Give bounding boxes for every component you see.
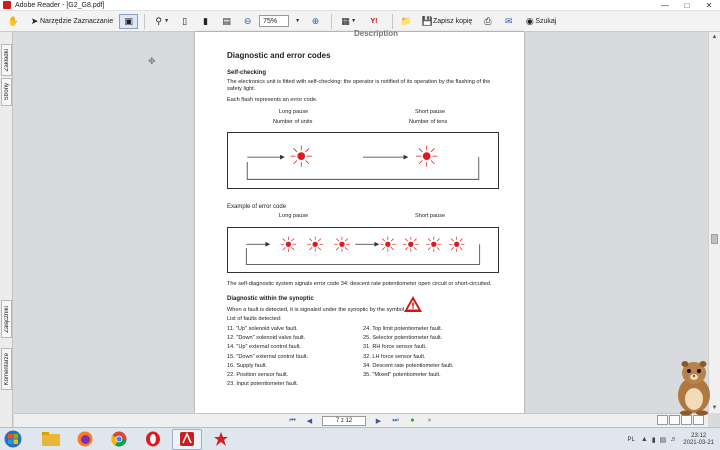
binoculars-icon: ◉: [525, 15, 534, 26]
running-header: Description: [354, 29, 399, 38]
fault-list-item: 32. LH force sensor fault.: [363, 353, 426, 360]
single-page-view-button[interactable]: [657, 415, 668, 425]
flash-icon: [449, 237, 464, 252]
go-forward-button[interactable]: ●: [410, 417, 415, 424]
zoom-in-button[interactable]: [306, 14, 325, 29]
email-button[interactable]: [499, 14, 518, 29]
synoptic-text: When a fault is detected, it is signaled under the synoptic by the symbol: [227, 307, 405, 313]
last-page-button[interactable]: ⏭: [392, 416, 399, 424]
save-icon: 💾: [421, 15, 434, 26]
page-layout-button[interactable]: [336, 14, 360, 29]
chevron-down-icon: ▼: [351, 18, 357, 24]
diagram1-right-label-2: Number of tens: [409, 119, 448, 125]
fault-list-item: 11. "Up" solenoid valve fault.: [227, 326, 298, 332]
diagram2-left-label: Long pause: [279, 213, 309, 219]
clock[interactable]: [683, 433, 714, 447]
hand-tool-button[interactable]: [4, 14, 23, 29]
flash-icon: [426, 237, 441, 252]
print-button[interactable]: [478, 14, 497, 29]
zoom-in-icon: ⊕: [311, 15, 320, 26]
diagram1-right-label-1: Short pause: [415, 109, 446, 115]
fit-width-button[interactable]: [217, 14, 236, 29]
section-title: Diagnostic and error codes: [227, 51, 331, 60]
go-back-button[interactable]: ●: [427, 417, 432, 424]
select-tool-label: Narzędzie Zaznaczanie: [40, 17, 114, 25]
hamster-gadget[interactable]: [672, 355, 716, 417]
clock-time: 23:12: [691, 432, 707, 439]
windows-logo-icon: [4, 430, 22, 448]
tab-comments[interactable]: Komentarze: [1, 348, 12, 390]
fault-list-item: 23. Input potentiometer fault.: [227, 381, 299, 388]
window-controls: [654, 0, 720, 11]
email-icon: ✉: [505, 15, 513, 26]
fault-list-item: 31. RH force sensor fault.: [363, 344, 427, 351]
flash-icon: [291, 146, 312, 167]
snapshot-tool-button[interactable]: [119, 14, 138, 29]
hand-icon: ✋: [7, 15, 20, 26]
camera-icon: ▣: [124, 15, 133, 26]
magnifier-icon: ⚲: [155, 15, 162, 26]
tab-attachments[interactable]: Załączniki: [1, 300, 12, 338]
fault-list-item: 34. Descent rate potentiometer fault.: [363, 362, 454, 369]
fault-list-item: 16. Supply fault.: [227, 362, 268, 369]
scroll-up-icon[interactable]: ▲: [711, 34, 718, 40]
self-check-text: The electronics unit is fitted with self-checking: the operator is notified of its operation by the flashing of the safety light.: [227, 79, 491, 92]
volume-icon[interactable]: ♬: [670, 436, 678, 443]
self-check-text-2: Each flash represents an error code.: [227, 97, 318, 103]
taskbar-adobe-reader[interactable]: [172, 429, 202, 450]
taskbar-app[interactable]: [206, 429, 236, 450]
faults-heading: List of faults detected:: [227, 316, 282, 322]
fit-width-icon: ▤: [222, 15, 231, 26]
firefox-icon: [77, 431, 93, 447]
move-cursor-icon: ✥: [148, 56, 156, 66]
search-label: Szukaj: [535, 17, 557, 25]
flash-icon: [380, 237, 395, 252]
tab-pages[interactable]: Strony: [1, 78, 12, 106]
network-icon[interactable]: ▤: [659, 436, 667, 444]
language-indicator[interactable]: PL: [627, 436, 635, 443]
flash-icon: [334, 237, 349, 252]
red-star-icon: [213, 431, 229, 447]
title-bar: [0, 0, 720, 11]
open-button[interactable]: [397, 14, 416, 29]
diagram1-left-label-2: Number of units: [273, 119, 313, 125]
flash-icon: [403, 237, 418, 252]
windows-taskbar: [0, 427, 720, 450]
flash-diagram-code-34: [227, 227, 499, 273]
yahoo-toolbar-button[interactable]: [362, 14, 386, 29]
taskbar-chrome[interactable]: [104, 429, 134, 450]
tray-arrow-icon[interactable]: ▲: [640, 436, 648, 443]
actual-size-icon: ▯: [182, 15, 188, 26]
example-text: The self-diagnostic system signals error code 34: descent rate potentiometer open circuit or short-circuited.: [227, 281, 492, 287]
opera-icon: [145, 431, 161, 447]
toolbar-separator: [392, 14, 393, 29]
save-copy-label: Zapisz kopię: [433, 17, 473, 25]
flash-diagram-units-tens: [227, 132, 499, 189]
select-tool-button[interactable]: [25, 14, 117, 29]
fault-list-item: 22. Position sensor fault.: [227, 372, 289, 378]
fault-list-item: 25. Selector potentiometer fault.: [363, 335, 443, 342]
close-button[interactable]: ✕: [705, 1, 713, 10]
chevron-down-icon: ▼: [164, 18, 170, 24]
pdf-page: [195, 29, 524, 413]
fault-list-item: 12. "Down" solenoid valve fault.: [227, 335, 306, 342]
save-copy-button[interactable]: [418, 14, 476, 29]
diagram2-right-label: Short pause: [415, 213, 446, 219]
folder-icon: [42, 432, 60, 446]
window-title: Adobe Reader - [G2_G8.pdf]: [15, 1, 105, 9]
flash-icon: [416, 146, 437, 167]
fault-list-item: 24. Top limit potentiometer fault.: [363, 326, 443, 332]
adobe-reader-icon: [179, 431, 195, 447]
folder-icon: 📁: [400, 15, 413, 26]
zoom-tool-button[interactable]: [149, 14, 173, 29]
diagram1-left-label-1: Long pause: [279, 109, 309, 115]
tab-bookmarks[interactable]: Zakładki: [1, 44, 12, 76]
fault-list-item: 15. "Down" external control fault.: [227, 353, 309, 360]
flash-icon: [308, 237, 323, 252]
cursor-icon: ➤: [30, 15, 39, 26]
chevron-down-icon: ▼: [295, 18, 301, 24]
page-layout-icon: ▦: [341, 15, 350, 26]
first-page-button[interactable]: ⏮: [289, 416, 296, 424]
zoom-dropdown-button[interactable]: [291, 14, 304, 29]
navigation-panel: [0, 32, 13, 427]
search-button[interactable]: [520, 14, 560, 29]
zoom-out-button[interactable]: [238, 14, 257, 29]
flash-icon: [281, 237, 296, 252]
fault-list-item: 35. "Mixed" potentiometer fault.: [363, 372, 441, 378]
fit-page-button[interactable]: [196, 14, 215, 29]
chrome-icon: [111, 431, 127, 447]
previous-page-button[interactable]: ◀: [306, 417, 313, 425]
yahoo-icon: Y!: [370, 17, 378, 25]
scroll-down-icon[interactable]: ▼: [711, 405, 718, 411]
document-viewport[interactable]: [14, 29, 708, 413]
toolbar-separator: [331, 14, 332, 29]
zoom-out-icon: ⊖: [243, 15, 252, 26]
toolbar-separator: [144, 14, 145, 29]
self-check-heading: Self-checking: [227, 70, 267, 76]
battery-icon[interactable]: ▮: [651, 436, 656, 444]
warning-triangle-icon: [403, 295, 423, 313]
scroll-thumb[interactable]: [711, 234, 718, 244]
fit-page-icon: ▮: [203, 15, 209, 26]
next-page-button[interactable]: ▶: [375, 417, 382, 425]
taskbar-firefox[interactable]: [70, 429, 100, 450]
taskbar-explorer[interactable]: [36, 429, 66, 450]
minimize-button[interactable]: —: [661, 1, 669, 10]
printer-icon: ⎙: [484, 15, 492, 26]
zoom-input[interactable]: 75%: [259, 15, 289, 27]
system-tray: [628, 428, 720, 450]
adobe-reader-icon: [3, 1, 11, 9]
synoptic-heading: Diagnostic within the synoptic: [227, 296, 314, 302]
fault-list-item: 14. "Up" external control fault.: [227, 344, 301, 351]
maximize-button[interactable]: □: [684, 1, 690, 10]
clock-date: 2021-03-21: [683, 439, 714, 446]
actual-size-button[interactable]: [175, 14, 194, 29]
start-button[interactable]: [2, 428, 24, 450]
page-navigation-bar: [14, 413, 708, 427]
example-heading: Example of error code: [227, 204, 287, 210]
page-number-input[interactable]: 7 z 12: [322, 416, 366, 426]
taskbar-opera[interactable]: [138, 429, 168, 450]
